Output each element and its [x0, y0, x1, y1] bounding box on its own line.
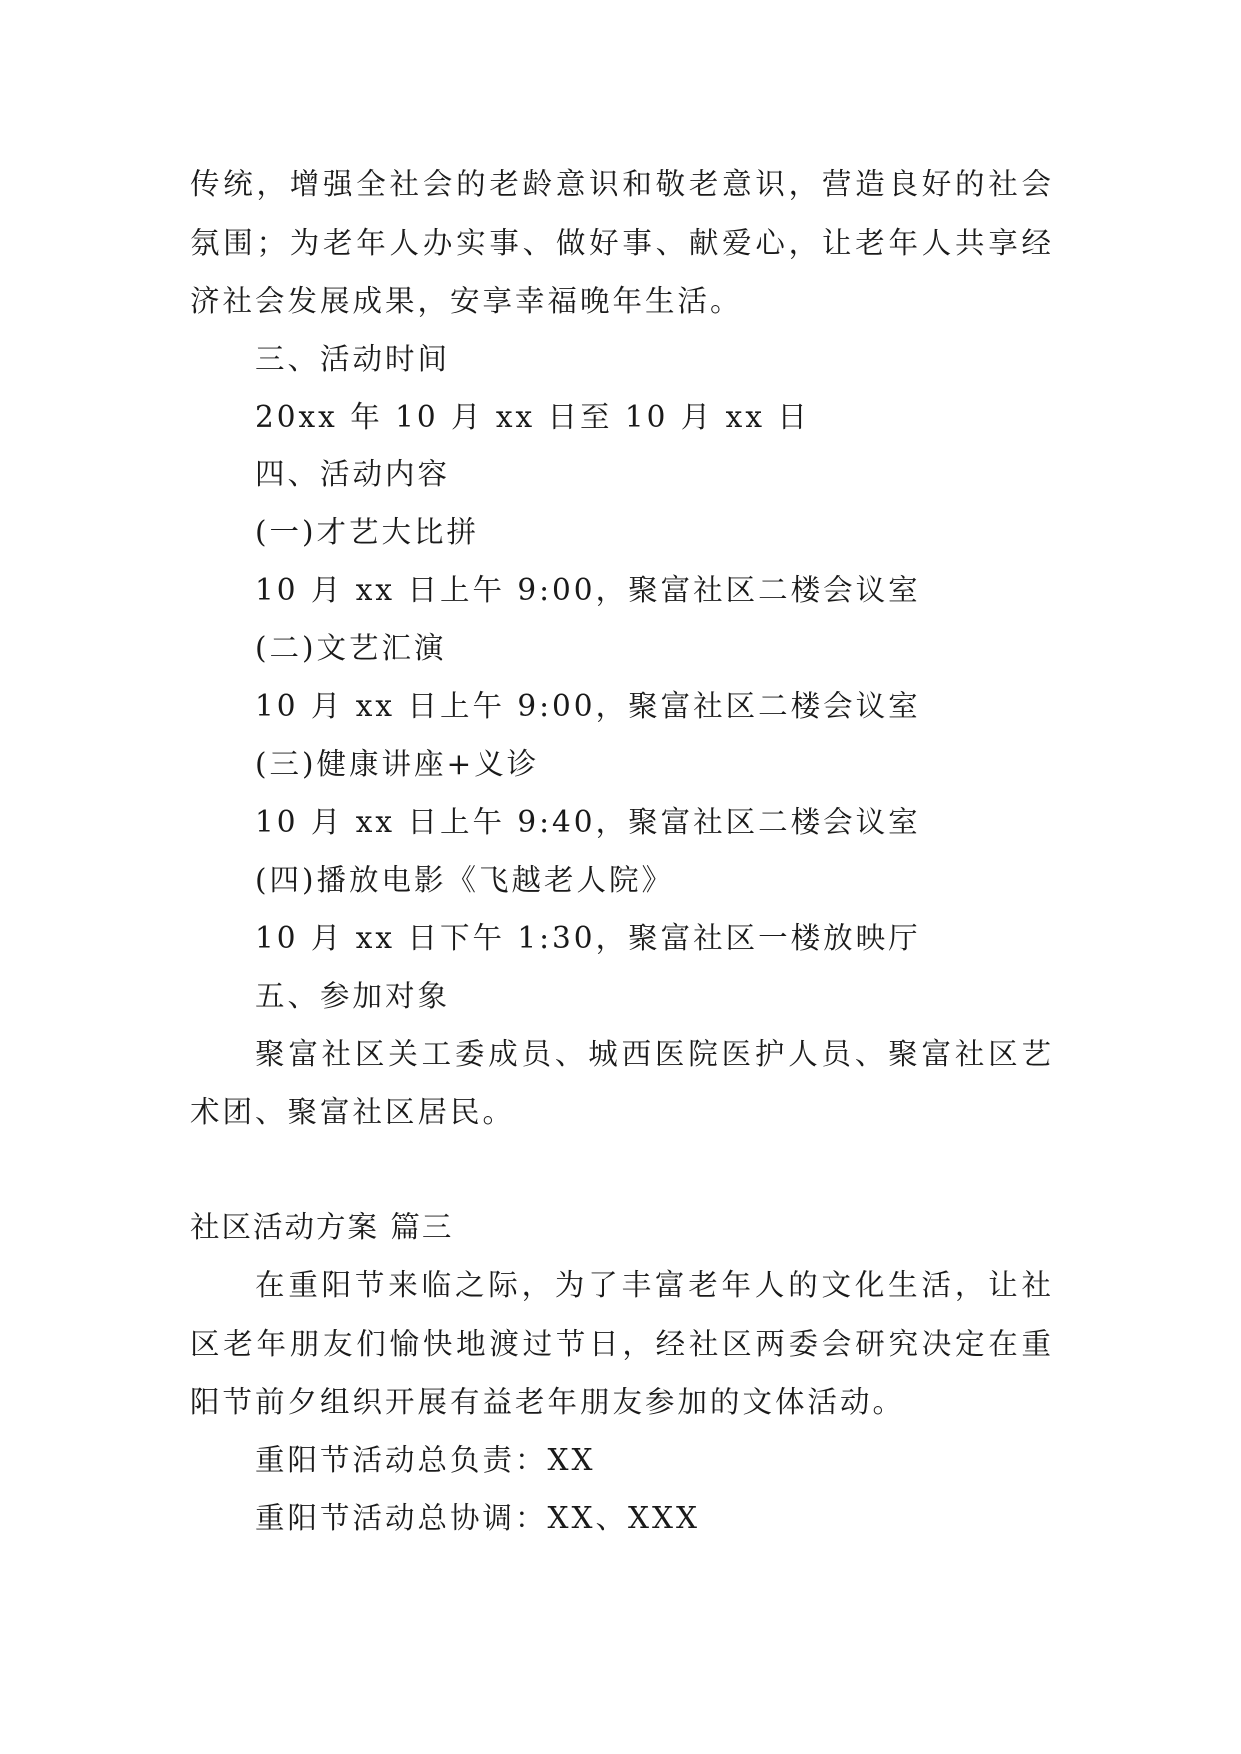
intro-text-line-2: 氛围；为老年人办实事、做好事、献爱心，让老年人共享经	[190, 226, 1054, 260]
section-5-heading: 五、参加对象	[255, 979, 451, 1013]
activity-item-detail-2: 10 月 xx 日上午 9:00，聚富社区二楼会议室	[255, 689, 921, 723]
participants-line-1: 聚富社区关工委成员、城西医院医护人员、聚富社区艺	[255, 1037, 1054, 1071]
activity-item-detail-1: 10 月 xx 日上午 9:00，聚富社区二楼会议室	[255, 573, 921, 607]
part-3-paragraph-line-1: 在重阳节来临之际，为了丰富老年人的文化生活，让社	[255, 1268, 1054, 1302]
activity-item-detail-3: 10 月 xx 日上午 9:40，聚富社区二楼会议室	[255, 805, 921, 839]
activity-leader-text: 重阳节活动总负责：XX	[255, 1443, 596, 1477]
intro-text-line-3: 济社会发展成果，安享幸福晚年生活。	[190, 284, 743, 318]
section-3-heading: 三、活动时间	[255, 342, 451, 376]
activity-item-detail-4: 10 月 xx 日下午 1:30，聚富社区一楼放映厅	[255, 921, 921, 955]
activity-item-title-3: (三)健康讲座+义诊	[255, 747, 540, 781]
activity-item-title-4: (四)播放电影《飞越老人院》	[255, 863, 675, 897]
part-3-paragraph-line-2: 区老年朋友们愉快地渡过节日，经社区两委会研究决定在重	[190, 1327, 1054, 1361]
part-3-paragraph-line-3: 阳节前夕组织开展有益老年朋友参加的文体活动。	[190, 1385, 906, 1419]
part-3-title: 社区活动方案 篇三	[190, 1210, 454, 1244]
intro-text-line-1: 传统，增强全社会的老龄意识和敬老意识，营造良好的社会	[190, 167, 1054, 201]
activity-item-title-1: (一)才艺大比拼	[255, 515, 480, 549]
activity-time-text: 20xx 年 10 月 xx 日至 10 月 xx 日	[255, 400, 810, 434]
participants-line-2: 术团、聚富社区居民。	[190, 1095, 516, 1129]
section-4-heading: 四、活动内容	[255, 457, 451, 491]
activity-item-title-2: (二)文艺汇演	[255, 631, 447, 665]
activity-coordinator-text: 重阳节活动总协调：XX、XXX	[255, 1501, 701, 1535]
